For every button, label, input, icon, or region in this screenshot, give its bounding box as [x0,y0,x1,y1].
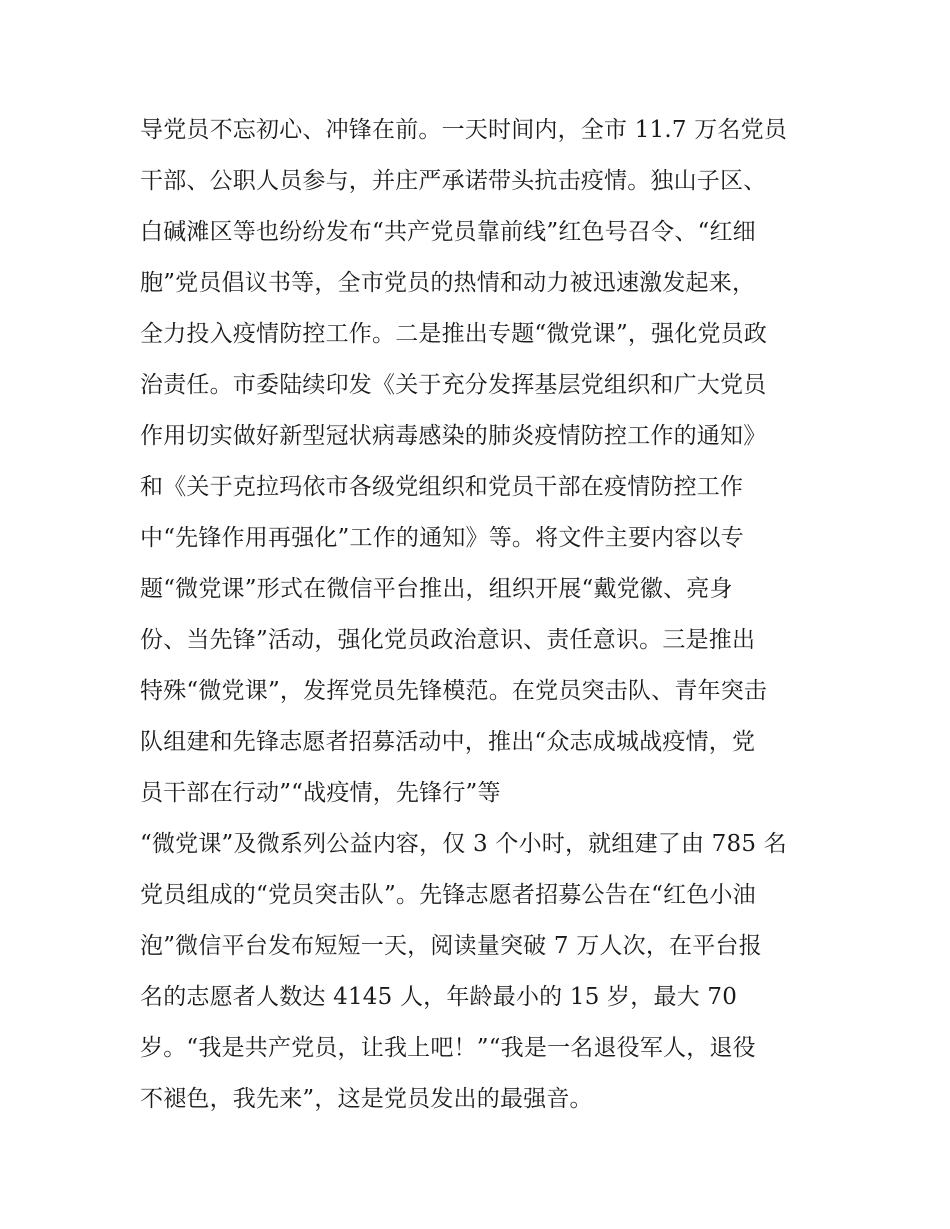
text-line: 中“先锋作用再强化”工作的通知》等。将文件主要内容以专 [140,525,744,551]
text-line: 作用切实做好新型冠状病毒感染的肺炎疫情防控工作的通知》 [140,423,767,449]
text-line: “微党课”及微系列公益内容，仅 3 个小时，就组建了由 785 名 [140,831,787,857]
text-line: 员干部在行动”“战疫情，先锋行”等 [140,780,501,806]
text-line: 特殊“微党课”，发挥党员先锋模范。在党员突击队、青年突击 [140,678,768,704]
body-text [140,105,840,1125]
text-line: 队组建和先锋志愿者招募活动中，推出“众志成城战疫情，党 [140,729,756,755]
text-line: 治责任。市委陆续印发《关于充分发挥基层党组织和广大党员 [140,372,767,398]
text-line: 党员组成的“党员突击队”。先锋志愿者招募公告在“红色小油 [140,882,756,908]
text-line: 白碱滩区等也纷纷发布“共产党员靠前线”红色号召令、“红细 [140,219,756,245]
text-line: 不褪色，我先来”，这是党员发出的最强音。 [140,1086,593,1112]
text-line: 导党员不忘初心、冲锋在前。一天时间内，全市 11.7 万名党员 [140,117,788,143]
text-line: 名的志愿者人数达 4145 人，年龄最小的 15 岁，最大 70 [140,984,738,1010]
text-line: 全力投入疫情防控工作。二是推出专题“微党课”，强化党员政 [140,321,768,347]
text-line: 泡”微信平台发布短短一天，阅读量突破 7 万人次，在平台报 [140,933,762,959]
text-line: 干部、公职人员参与，并庄严承诺带头抗击疫情。独山子区、 [140,168,767,194]
text-line: 和《关于克拉玛依市各级党组织和党员干部在疫情防控工作 [140,474,744,500]
text-line: 份、当先锋”活动，强化党员政治意识、责任意识。三是推出 [140,627,756,653]
text-line: 题“微党课”形式在微信平台推出，组织开展“戴党徽、亮身 [140,576,733,602]
text-line: 胞”党员倡议书等，全市党员的热情和动力被迅速激发起来， [140,270,756,296]
text-line: 岁。“我是共产党员，让我上吧！”“我是一名退役军人，退役 [140,1035,756,1061]
